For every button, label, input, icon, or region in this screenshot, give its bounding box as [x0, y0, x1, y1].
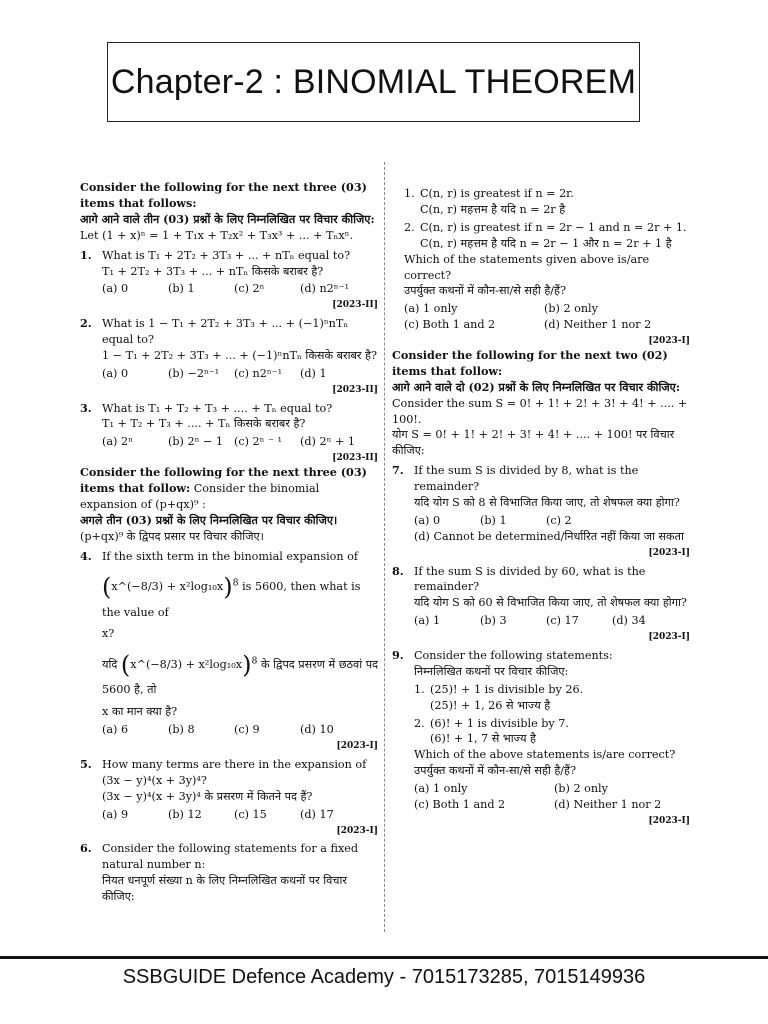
q7-hi: यदि योग S को 8 से विभाजित किया जाए, तो शेषफल क्या होगा?: [414, 496, 680, 510]
q6-ask-hi: उपर्युक्त कथनों में कौन-सा/से सही है/हैं?: [404, 284, 566, 298]
q9-ask-hi: उपर्युक्त कथनों में कौन-सा/से सही है/हैं?: [414, 764, 576, 778]
q4-en-1: If the sixth term in the binomial expansion of: [102, 549, 359, 563]
intro-2-hi: अगले तीन (03) प्रश्नों के लिए निम्नलिखित पर विचार कीजिए।: [80, 512, 338, 527]
q4-number: 4.: [80, 548, 92, 563]
q8-option-d: (d) 34: [612, 614, 646, 628]
q8-en: If the sum S is divided by 60, what is the remainder?: [414, 564, 646, 594]
q9-hi: निम्नलिखित कथनों पर विचार कीजिए:: [414, 664, 569, 678]
q3-year: [2023-II]: [332, 453, 378, 464]
q6-options: [392, 301, 690, 333]
intro-3-en: Consider the following for the next two (02) items that follow:: [392, 347, 668, 378]
q5-en: How many terms are there in the expansion of (3x − y)⁴(x + 3y)⁴?: [102, 757, 367, 787]
q6-year: [2023-I]: [648, 336, 690, 347]
q5-option-d: (d) 17: [300, 807, 334, 821]
q9-statement-1: 1. (25)! + 1 is divisible by 26.: [414, 682, 584, 696]
q5-number: 5.: [80, 756, 92, 771]
q7-options: [392, 513, 690, 529]
q3-option-d: (d) 2ⁿ + 1: [300, 435, 356, 449]
q3-hi: T₁ + T₂ + T₃ + .... + Tₙ किसके बराबर है?: [102, 417, 306, 431]
q9-option-c: (c) Both 1 and 2: [414, 798, 506, 812]
q9-statement-2: 2. (6)! + 1 is divisible by 7.: [414, 716, 569, 730]
q2-hi: 1 − T₁ + 2T₂ + 3T₃ + ... + (−1)ⁿnTₙ किसके बराबर है?: [102, 348, 377, 362]
q2-option-b: (b) −2ⁿ⁻¹: [168, 366, 220, 380]
q4-option-a: (a) 6: [102, 723, 129, 737]
q4-options: [80, 722, 378, 738]
q4-option-c: (c) 9: [234, 723, 260, 737]
q9-option-b: (b) 2 only: [554, 782, 608, 796]
q2-number: 2.: [80, 316, 92, 331]
q4-hi-2: के द्विपद प्रसरण में छठवां पद 5600 है, तो: [102, 658, 378, 697]
q6-option-a: (a) 1 only: [404, 302, 458, 316]
question-7: [392, 463, 690, 495]
q6-option-d: (d) Neither 1 nor 2: [544, 318, 652, 332]
intro-2: [80, 465, 378, 513]
intro-3-hi: आगे आने वाले दो (02) प्रश्नों के लिए निम्नलिखित पर विचार कीजिए:: [392, 379, 680, 394]
footer-text: SSBGUIDE Defence Academy - 7015173285, 7015149936: [122, 966, 646, 988]
q6-en: Consider the following statements for a fixed natural number n:: [102, 842, 359, 872]
q5-hi: (3x − y)⁴(x + 3y)⁴ के प्रसरण में कितने पद हैं?: [102, 789, 313, 803]
q9-option-d: (d) Neither 1 nor 2: [554, 798, 662, 812]
q5-option-a: (a) 9: [102, 807, 129, 821]
q8-option-a: (a) 1: [414, 614, 441, 628]
q5-option-c: (c) 15: [234, 807, 267, 821]
q7-option-d: (d) Cannot be determined/निर्धारित नहीं किया जा सकता: [414, 529, 684, 543]
q6-s1-hi: C(n, r) महत्तम है यदि n = 2r है: [420, 202, 566, 216]
q1-options: [80, 281, 378, 297]
intro-2-en-bold: Consider the following for the next three (03) items that follow:: [80, 464, 367, 495]
intro-2-en-rest: Consider the binomial expansion of (p+qx)⁹ :: [80, 481, 320, 511]
question-4: [80, 549, 378, 565]
q4-power: 8: [232, 577, 239, 589]
q9-number: 9.: [392, 647, 404, 662]
q2-en: What is 1 − T₁ + 2T₂ + 3T₃ + ... + (−1)ⁿnTₙ equal to?: [102, 317, 349, 347]
question-6: [80, 841, 378, 873]
intro-1-en: Consider the following for the next three (03) items that follows:: [80, 180, 367, 210]
q6-statement-2: 2. C(n, r) is greatest if n = 2r − 1 and n = 2r + 1.: [404, 220, 687, 234]
q4-expression-en: (x^(−8/3) + x²log₁₀x)$^8$ is 5600, then what is the value of: [102, 573, 361, 619]
q9-s2-en: (6)! + 1 is divisible by 7.: [430, 716, 569, 730]
intro-1-hi: आगे आने वाले तीन (03) प्रश्नों के लिए निम्नलिखित पर विचार कीजिए:: [80, 211, 375, 226]
q9-s1-en: (25)! + 1 is divisible by 26.: [430, 682, 584, 696]
q6-option-c: (c) Both 1 and 2: [404, 318, 496, 332]
intro-3-equation-hi: योग S = 0! + 1! + 2! + 3! + 4! + .... + 100! पर विचार कीजिए:: [392, 428, 675, 458]
q8-option-c: (c) 17: [546, 614, 579, 628]
q9-s1-hi: (25)! + 1, 26 से भाज्य है: [430, 698, 551, 712]
q2-year: [2023-II]: [332, 384, 378, 395]
q6-statement-1: 1. C(n, r) is greatest if n = 2r.: [404, 187, 574, 200]
q4-hi-3: x का मान क्या है?: [102, 705, 178, 719]
q3-option-c: (c) 2ⁿ ⁻ ¹: [234, 435, 283, 449]
question-9: [392, 648, 690, 664]
question-1: [80, 248, 378, 264]
q5-option-b: (b) 12: [168, 807, 202, 821]
q9-option-a: (a) 1 only: [414, 782, 468, 796]
q4-en-3: x?: [102, 627, 115, 641]
q1-option-b: (b) 1: [168, 282, 195, 296]
q3-options: [80, 434, 378, 450]
q6-number: 6.: [80, 841, 92, 856]
q7-number: 7.: [392, 463, 404, 478]
q4-en-2: is 5600, then what is the value of: [102, 580, 361, 619]
intro-1-equation: Let (1 + x)ⁿ = 1 + T₁x + T₂x² + T₃x³ + ... + Tₙxⁿ.: [80, 228, 354, 242]
q8-options: [392, 613, 690, 629]
q6-ask-en: Which of the statements given above is/are correct?: [404, 252, 650, 282]
q2-option-d: (d) 1: [300, 366, 327, 380]
q7-option-c: (c) 2: [546, 513, 572, 527]
q1-option-c: (c) 2ⁿ: [234, 282, 265, 296]
q8-number: 8.: [392, 563, 404, 578]
q6-s2-en: C(n, r) is greatest if n = 2r − 1 and n = 2r + 1.: [420, 220, 687, 234]
question-3: [80, 401, 378, 417]
q1-option-a: (a) 0: [102, 282, 129, 296]
q5-year: [2023-I]: [336, 825, 378, 836]
q9-s2-hi: (6)! + 1, 7 से भाज्य है: [430, 732, 536, 746]
q8-hi: यदि योग S को 60 से विभाजित किया जाए, तो शेषफल क्या होगा?: [414, 596, 687, 610]
intro-2-hi-2: (p+qx)⁹ के द्विपद प्रसार पर विचार कीजिए।: [80, 529, 264, 543]
q1-year: [2023-II]: [332, 300, 378, 311]
q6-s1-en: C(n, r) is greatest if n = 2r.: [420, 187, 574, 200]
q8-year: [2023-I]: [648, 632, 690, 643]
q7-option-a: (a) 0: [414, 513, 441, 527]
q3-option-a: (a) 2ⁿ: [102, 435, 133, 449]
q4-expr-hi: x^(−8/3) + x²log₁₀x: [130, 658, 243, 672]
q4-power-hi: 8: [251, 655, 258, 667]
q6-s2-hi: C(n, r) महत्तम है यदि n = 2r − 1 और n = 2r + 1 है: [420, 236, 672, 250]
q4-option-d: (d) 10: [300, 723, 334, 737]
q6-hi: नियत धनपूर्ण संख्या n के लिए निम्नलिखित कथनों पर विचार कीजिए:: [102, 874, 347, 903]
question-5: [80, 757, 378, 789]
q7-en: If the sum S is divided by 8, what is the remainder?: [414, 464, 639, 494]
q4-expression-hi: यदि (x^(−8/3) + x²log₁₀x)$^8$ के द्विपद प्रसरण में छठवां पद 5600 है, तो: [102, 651, 378, 697]
q2-option-a: (a) 0: [102, 366, 129, 380]
q5-options: [80, 807, 378, 823]
right-column: [392, 184, 690, 828]
q6-option-b: (b) 2 only: [544, 302, 598, 316]
q9-en: Consider the following statements:: [414, 648, 613, 662]
q8-option-b: (b) 3: [480, 614, 507, 628]
chapter-title-box: [107, 42, 640, 122]
q4-year: [2023-I]: [336, 741, 378, 752]
q2-options: [80, 366, 378, 382]
footer-rule: [0, 956, 768, 959]
q9-ask-en: Which of the above statements is/are correct?: [414, 748, 676, 762]
question-8: [392, 564, 690, 596]
q9-options: [392, 781, 690, 813]
q1-hi: T₁ + 2T₂ + 3T₃ + ... + nTₙ किसके बराबर है?: [102, 264, 324, 278]
q3-option-b: (b) 2ⁿ − 1: [168, 435, 224, 449]
q1-en: What is T₁ + 2T₂ + 3T₃ + ... + nTₙ equal to?: [102, 248, 351, 262]
q3-en: What is T₁ + T₂ + T₃ + .... + Tₙ equal to?: [102, 401, 333, 415]
q4-hi-1: यदि: [102, 658, 118, 672]
q4-option-b: (b) 8: [168, 723, 195, 737]
q4-expr: x^(−8/3) + x²log₁₀x: [111, 580, 224, 594]
q2-option-c: (c) n2ⁿ⁻¹: [234, 366, 283, 380]
q9-year: [2023-I]: [648, 816, 690, 827]
q3-number: 3.: [80, 400, 92, 415]
question-2: [80, 316, 378, 348]
q1-option-d: (d) n2ⁿ⁻¹: [300, 282, 349, 296]
q1-number: 1.: [80, 247, 92, 262]
q7-year: [2023-I]: [648, 547, 690, 558]
left-column: [80, 180, 378, 905]
column-divider: [384, 162, 385, 932]
q7-option-b: (b) 1: [480, 513, 507, 527]
chapter-title: Chapter-2 : BINOMIAL THEOREM: [110, 62, 637, 101]
intro-3-equation: Consider the sum S = 0! + 1! + 2! + 3! + 4! + .... + 100!.: [392, 396, 688, 426]
